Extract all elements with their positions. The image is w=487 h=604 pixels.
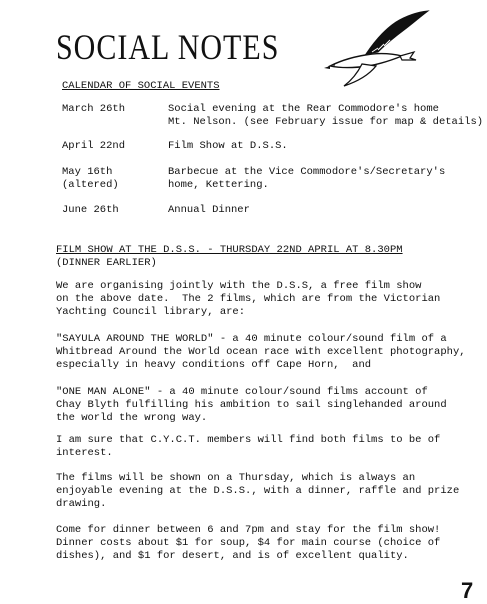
event-description: Barbecue at the Vice Commodore's/Secretary's home, Kettering. [168, 166, 446, 191]
event-description: Film Show at D.S.S. [168, 140, 288, 152]
event-date: June 26th [62, 204, 119, 216]
paragraph: I am sure that C.Y.C.T. members will find both films to be of interest. [56, 434, 441, 459]
film-show-subheading: (DINNER EARLIER) [56, 257, 157, 269]
film-show-heading-block [56, 244, 403, 270]
paragraph: "SAYULA AROUND THE WORLD" - a 40 minute colour/sound film of a Whitbread Around the World ocean race with excellent photography, especially in heavy conditions off Cape Horn, and [56, 333, 466, 371]
paragraph: "ONE MAN ALONE" - a 40 minute colour/sound films account of Chay Blyth fulfilling his ambition to sail singlehanded around the world the wrong way. [56, 386, 447, 424]
event-date: May 16th (altered) [62, 166, 119, 191]
event-description: Annual Dinner [168, 204, 250, 216]
film-show-heading: FILM SHOW AT THE D.S.S. - THURSDAY 22ND APRIL AT 8.30PM [56, 244, 403, 256]
page-number: 7 [461, 578, 474, 603]
event-date: April 22nd [62, 140, 126, 152]
paragraph: The films will be shown on a Thursday, which is always an enjoyable evening at the D.S.S., with a dinner, raffle and prize drawing. [56, 472, 460, 510]
seagull-icon [322, 8, 432, 90]
paragraph: Come for dinner between 6 and 7pm and stay for the film show! Dinner costs about $1 for soup, $4 for main course (choice of dishes), and $1 for desert, and is of excellent quality. [56, 524, 441, 562]
calendar-heading: CALENDAR OF SOCIAL EVENTS [62, 80, 220, 92]
paragraph: We are organising jointly with the D.S.S, a free film show on the above date. The 2 films, which are from the Victorian Yachting Council library, are: [56, 280, 441, 318]
event-description: Social evening at the Rear Commodore's home Mt. Nelson. (see February issue for map & details) [168, 103, 484, 128]
event-date: March 26th [62, 103, 126, 115]
page-title: SOCIAL NOTES [56, 28, 280, 68]
